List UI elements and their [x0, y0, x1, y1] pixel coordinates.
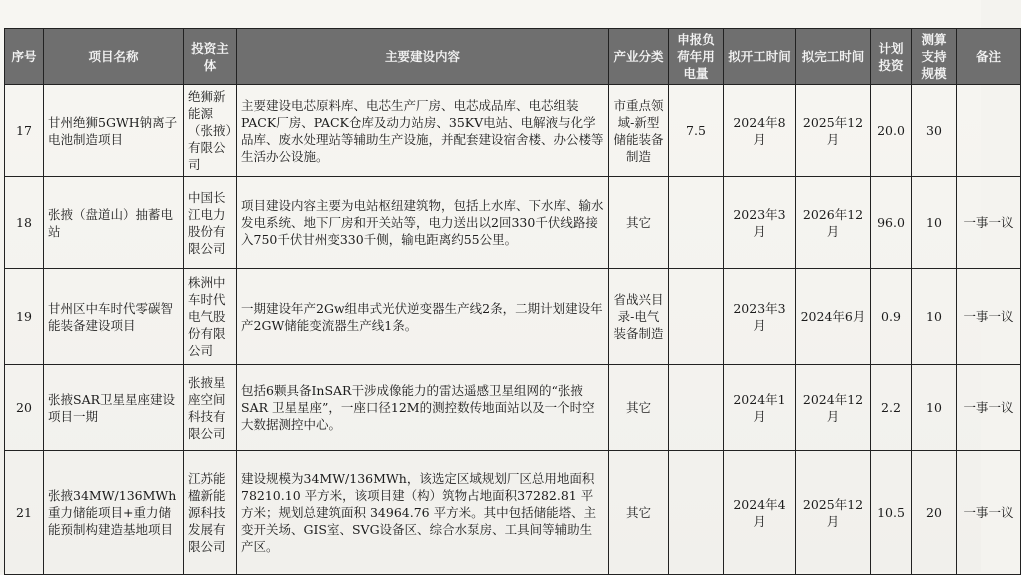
cell-seq: 20 — [5, 365, 44, 451]
table-row — [5, 85, 1021, 177]
cell-content: 一期建设年产2Gw组串式光伏逆变器生产线2条，二期计划建设年产2GW储能变流器生产线1条。 — [237, 269, 609, 365]
cell-end: 2025年12月 — [796, 451, 871, 575]
cell-remark — [957, 85, 1021, 177]
cell-investor: 张掖星座空间科技有限公司 — [184, 365, 237, 451]
cell-category: 省战兴目录-电气装备制造 — [609, 269, 669, 365]
cell-load: 7.5 — [669, 85, 724, 177]
header-end: 拟完工时间 — [796, 29, 871, 85]
cell-content: 项目建设内容主要为电站枢纽建筑物，包括上水库、下水库、输水发电系统、地下厂房和开关站等，电力送出以2回330千伏线路接入750千伏甘州变330千侧，输电距离约55公里。 — [237, 177, 609, 269]
cell-category: 其它 — [609, 365, 669, 451]
cell-investor: 绝狮新能源（张掖）有限公司 — [184, 85, 237, 177]
cell-project-name: 甘州绝狮5GWH钠离子电池制造项目 — [44, 85, 184, 177]
cell-investor: 中国长江电力股份有限公司 — [184, 177, 237, 269]
cell-investment: 10.5 — [871, 451, 912, 575]
header-row — [5, 29, 1021, 85]
cell-seq: 18 — [5, 177, 44, 269]
cell-seq: 17 — [5, 85, 44, 177]
cell-start: 2024年8月 — [724, 85, 796, 177]
header-category: 产业分类 — [609, 29, 669, 85]
table-row — [5, 365, 1021, 451]
cell-load — [669, 451, 724, 575]
table-row — [5, 451, 1021, 575]
cell-project-name: 张掖SAR卫星星座建设项目一期 — [44, 365, 184, 451]
header-seq: 序号 — [5, 29, 44, 85]
cell-scale: 10 — [912, 177, 957, 269]
cell-project-name: 张掖（盘道山）抽蓄电站 — [44, 177, 184, 269]
header-load: 申报负荷年用电量 — [669, 29, 724, 85]
cell-load — [669, 269, 724, 365]
cell-investor: 江苏能楹新能源科技发展有限公司 — [184, 451, 237, 575]
cell-start: 2024年1月 — [724, 365, 796, 451]
cell-remark: 一事一议 — [957, 365, 1021, 451]
cell-scale: 30 — [912, 85, 957, 177]
cell-start: 2023年3月 — [724, 269, 796, 365]
cell-content: 建设规模为34MW/136MWh，该选定区域规划厂区总用地面积78210.10 平方米，该项目建（构）筑物占地面积37282.81 平方米；规划总建筑面积 34964.76 平方米。其中包括储能塔、主变开关场、GIS室、SVG设备区、综合水泵房、工具间等辅助生产区。 — [237, 451, 609, 575]
cell-investment: 96.0 — [871, 177, 912, 269]
cell-category: 其它 — [609, 451, 669, 575]
project-table — [4, 28, 1021, 575]
cell-scale: 20 — [912, 451, 957, 575]
cell-end: 2025年12月 — [796, 85, 871, 177]
cell-category: 其它 — [609, 177, 669, 269]
header-investor: 投资主体 — [184, 29, 237, 85]
table-row — [5, 177, 1021, 269]
table-row — [5, 269, 1021, 365]
cell-investment: 0.9 — [871, 269, 912, 365]
cell-remark: 一事一议 — [957, 177, 1021, 269]
cell-project-name: 张掖34MW/136MWh 重力储能项目+重力储能预制构建造基地项目 — [44, 451, 184, 575]
cell-remark: 一事一议 — [957, 451, 1021, 575]
header-investment: 计划投资 — [871, 29, 912, 85]
cell-investment: 2.2 — [871, 365, 912, 451]
cell-investment: 20.0 — [871, 85, 912, 177]
cell-start: 2024年4月 — [724, 451, 796, 575]
cell-load — [669, 177, 724, 269]
cell-content: 主要建设电芯原料库、电芯生产厂房、电芯成品库、电芯组装PACK厂房、PACK仓库及动力站房、35KV电站、电解液与化学品库、废水处理站等辅助生产设施，并配套建设宿舍楼、办公楼等生活办公设施。 — [237, 85, 609, 177]
cell-start: 2023年3月 — [724, 177, 796, 269]
cell-scale: 10 — [912, 269, 957, 365]
cell-scale: 10 — [912, 365, 957, 451]
cell-category: 市重点领域-新型储能装备制造 — [609, 85, 669, 177]
header-content: 主要建设内容 — [237, 29, 609, 85]
cell-end: 2026年12月 — [796, 177, 871, 269]
header-project-name: 项目名称 — [44, 29, 184, 85]
header-scale: 测算支持规模 — [912, 29, 957, 85]
cell-remark: 一事一议 — [957, 269, 1021, 365]
header-remark: 备注 — [957, 29, 1021, 85]
header-start: 拟开工时间 — [724, 29, 796, 85]
cell-investor: 株洲中车时代电气股份有限公司 — [184, 269, 237, 365]
cell-end: 2024年6月 — [796, 269, 871, 365]
cell-seq: 21 — [5, 451, 44, 575]
cell-content: 包括6颗具备InSAR干涉成像能力的雷达遥感卫星组网的“张掖 SAR 卫星星座”，一座口径12M的测控数传地面站以及一个时空大数据测控中心。 — [237, 365, 609, 451]
cell-load — [669, 365, 724, 451]
cell-end: 2024年12月 — [796, 365, 871, 451]
cell-project-name: 甘州区中车时代零碳智能装备建设项目 — [44, 269, 184, 365]
cell-seq: 19 — [5, 269, 44, 365]
